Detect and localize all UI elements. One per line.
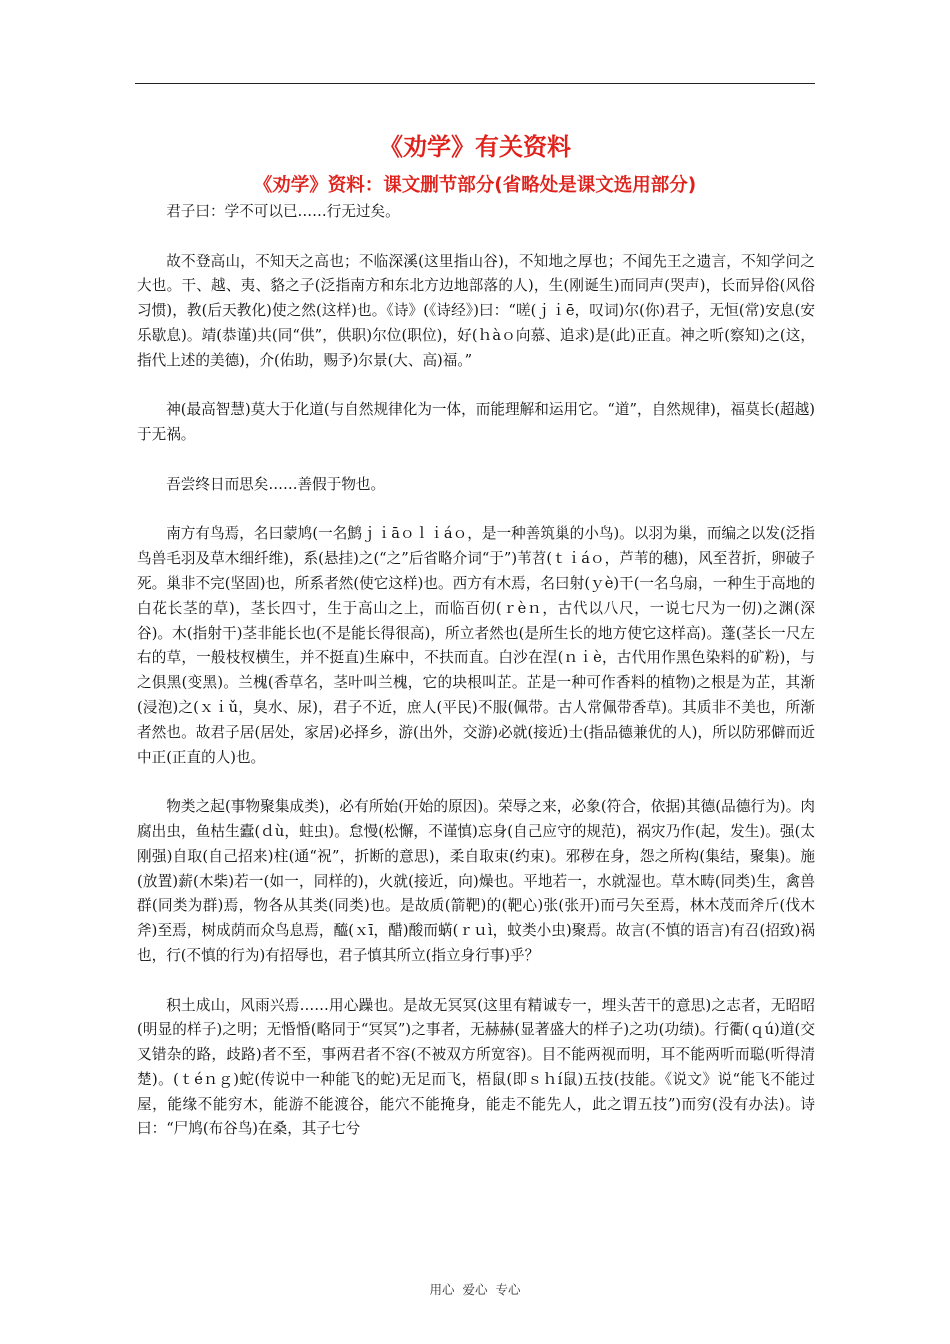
document-subtitle: 《劝学》资料：课文删节部分(省略处是课文选用部分) xyxy=(253,175,697,196)
document-title: 《劝学》有关资料 xyxy=(379,133,571,161)
page-footer: 用心 爱心 专心 xyxy=(429,1282,521,1297)
paragraph-4: 吾尝终日而思矣……善假于物也。 xyxy=(166,475,386,493)
paragraph-3: 神(最高智慧)莫大于化道(与自然规律化为一体，而能理解和运用它。“道”，自然规律)，福莫长(超越)于无祸。 xyxy=(137,401,815,444)
paragraph-5: 南方有鸟焉，名曰蒙鸠(一名鹪ｊｉāｏｌｉáｏ，是一种善筑巢的小鸟)。以羽为巢，而编之以发(泛指鸟兽毛羽及草木细纤维)，系(悬挂)之(“之”后省略介词“于”)苇苕(ｔｉáｏ，芦苇的穗)，风至苕折，卵破子死。巢非不完(坚固)也，所系者然(使它这样)也。西方有木焉，名曰射(ｙè)干(一名乌扇，一种生于高地的白花长茎的草)，茎长四寸，生于高山之上，而临百仞(ｒèｎ，古代以八尺，一说七尺为一仞)之渊(深谷)。木(指射干)茎非能长也(不是能长得很高)，所立者然也(是所生长的地方使它这样高)。蓬(茎长一尺左右的草，一般枝杈横生，并不挺直)生麻中，不扶而直。白沙在涅(ｎｉè，古代用作黑色染料的矿粉)，与之俱黑(变黑)。兰槐(香草名，茎叶叫兰槐，它的块根叫芷。芷是一种可作香料的植物)之根是为芷，其渐(浸泡)之(ｘｉǔ，臭水、尿)，君子不近，庶人(平民)不服(佩带。古人常佩带香草)。其质非不美也，所渐者然也。故君子居(居处，家居)必择乡，游(出外，交游)必就(接近)士(指品德兼优的人)，所以防邪僻而近中正(正直的人)也。 xyxy=(137,525,815,766)
paragraph-7: 积土成山，风雨兴焉……用心躁也。是故无冥冥(这里有精诚专一，埋头苦干的意思)之志者，无昭昭(明显的样子)之明；无惛惛(略同于“冥冥”)之事者，无赫赫(显著盛大的样子)之功(功绩)。行衢(ｑú)道(交叉错杂的路，歧路)者不至，事两君者不容(不被双方所宽容)。目不能两视而明，耳不能两听而聪(听得清楚)。(ｔéｎｇ)蛇(传说中一种能飞的蛇)无足而飞，梧鼠(即ｓｈí鼠)五技(技能。《说文》说“能飞不能过屋，能缘不能穷木，能游不能渡谷，能穴不能掩身，能走不能先人，此之谓五技”)而穷(没有办法)。诗曰：“尸鸠(布谷鸟)在桑，其子七兮 xyxy=(137,996,815,1138)
document-body xyxy=(137,200,815,1167)
paragraph-1: 君子曰：学不可以已……行无过矣。 xyxy=(166,203,400,220)
paragraph-2: 故不登高山，不知天之高也；不临深溪(这里指山谷)，不知地之厚也；不闻先王之遗言，不知学问之大也。干、越、夷、貉之子(泛指南方和东北方边地部落的人)，生(刚诞生)而同声(哭声)，长而异俗(风俗习惯)，教(后天教化)使之然(这样)也。《诗》(《诗经》)曰：“嗟(ｊｉē，叹词)尔(你)君子，无恒(常)安息(安乐歇息)。靖(恭谨)共(同“供”，供职)尔位(职位)，好(ｈàｏ向慕、追求)是(此)正直。神之听(察知)之(这，指代上述的美德)，介(佑助，赐予)尔景(大、高)福。” xyxy=(137,252,815,369)
header-rule xyxy=(135,83,815,84)
paragraph-6: 物类之起(事物聚集成类)，必有所始(开始的原因)。荣辱之来，必象(符合，依据)其德(品德行为)。肉腐出虫，鱼枯生蠹(ｄù，蛀虫)。怠慢(松懈，不谨慎)忘身(自己应守的规范)，祸灾乃作(起，发生)。强(太刚强)自取(自己招来)柱(通“祝”，折断的意思)，柔自取束(约束)。邪秽在身，怨之所构(集结，聚集)。施(放置)薪(木柴)若一(如一，同样的)，火就(接近，向)燥也。平地若一，水就湿也。草木畴(同类)生，禽兽群(同类为群)焉，物各从其类(同类)也。是故质(箭靶)的(靶心)张(张开)而弓矢至焉，林木茂而斧斤(伐木斧)至焉，树成荫而众鸟息焉，醯(ｘī，醋)酸而蜹(ｒｕì，蚊类小虫)聚焉。故言(不慎的语言)有召(招致)祸也，行(不慎的行为)有招辱也，君子慎其所立(指立身行事)乎？ xyxy=(137,798,815,964)
